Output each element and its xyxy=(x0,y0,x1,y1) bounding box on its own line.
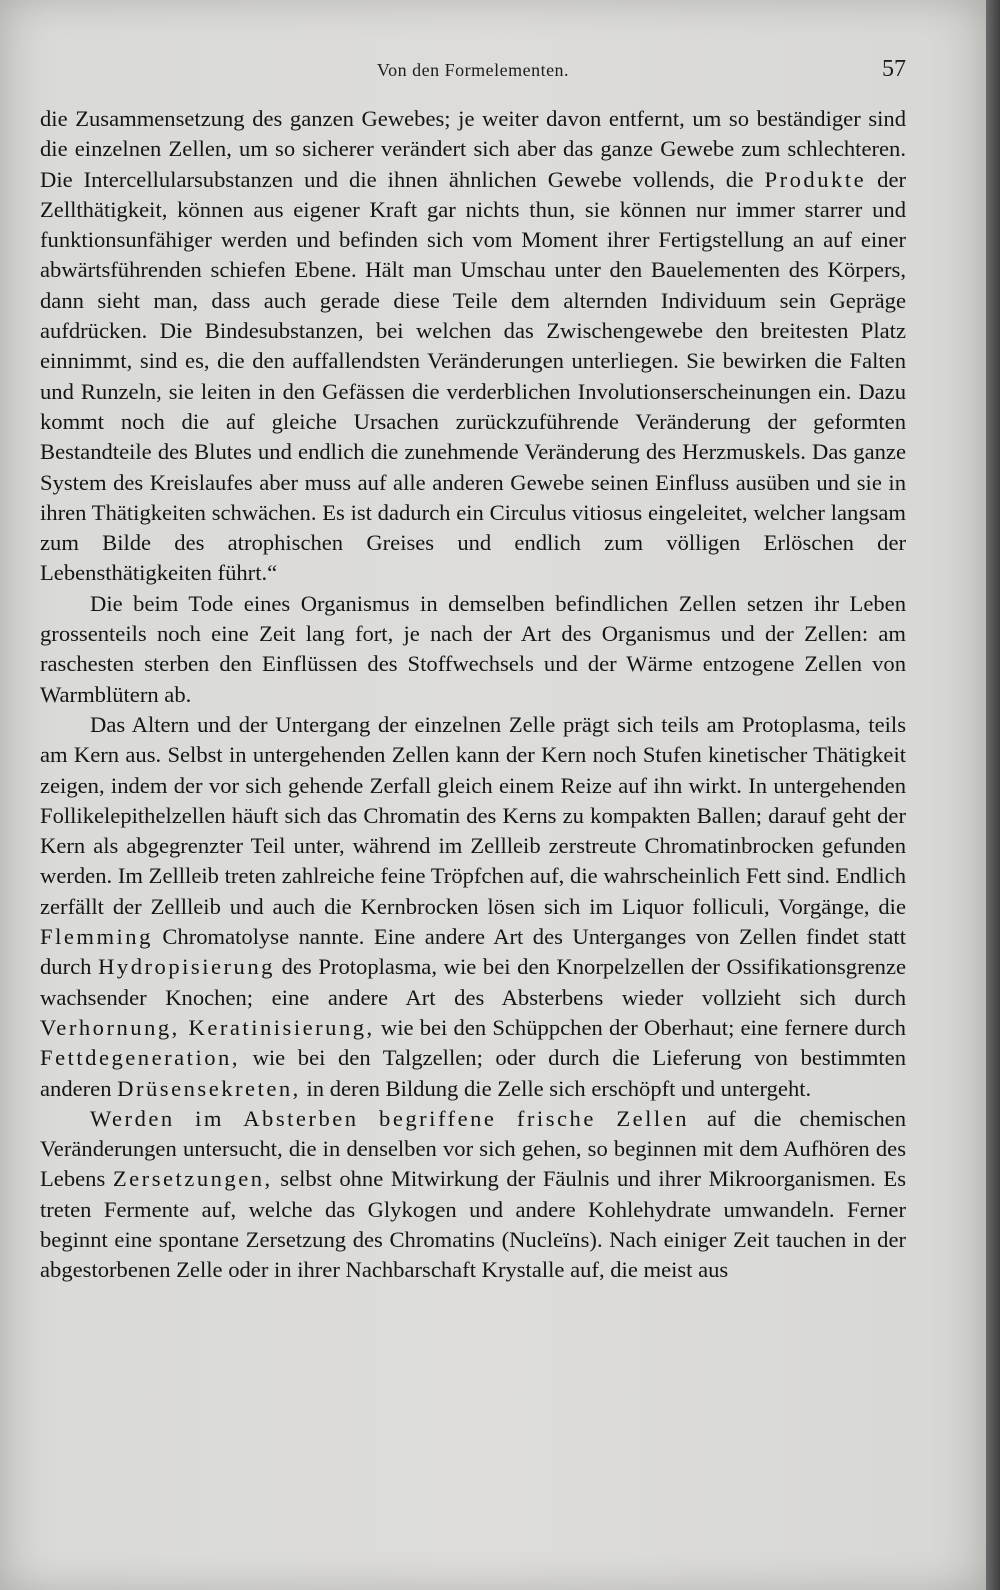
emphasized-term: Produkte xyxy=(764,166,867,192)
paragraph-1 xyxy=(40,104,906,589)
paragraph-3 xyxy=(40,710,906,1104)
emphasized-term: Zersetzungen, xyxy=(112,1166,273,1192)
text-span: Das Altern und der Untergang der einzelnen Zelle prägt sich teils am Protoplasma, teils am Kern aus. Selbst in untergehenden Zellen kann der Kern noch Stufen kinetischer Thätigkeit zeigen, indem der vor sich gehende Zerfall gleich einem Reize auf ihn wirkt. In untergehenden Follikelepithelzellen häuft sich das Chromatin des Kerns zu kompakten Ballen; darauf geht der Kern als abgegrenzter Teil unter, während im Zellleib zerstreute Chromatinbrocken gefunden werden. Im Zellleib treten zahlreiche feine Tröpfchen auf, die wahrscheinlich Fett sind. Endlich zerfällt der Zellleib und auch die Kernbrocken lösen sich im Liquor folliculi, Vorgänge, die xyxy=(40,711,906,919)
text-span: in deren Bildung die Zelle sich erschöpft und untergeht. xyxy=(300,1075,812,1101)
text-span: der Zellthätigkeit, können aus eigener Kraft gar nichts thun, sie können nur immer starrer und funktionsunfähiger werden und befinden sich vom Moment ihrer Fertigstellung an auf einer abwärtsführenden schiefen Ebene. Hält man Umschau unter den Bauelementen des Körpers, dann sieht man, dass auch gerade diese Teile dem alternden Individuum sein Gepräge aufdrücken. Die Bindesubstanzen, bei welchen das Zwischengewebe den breitesten Platz einnimmt, sind es, die den auffallendsten Veränderungen unterliegen. Sie bewirken die Falten und Runzeln, sie leiten in den Gefässen die verderblichen Involutionserscheinungen ein. Dazu kommt noch die auf gleiche Ursachen zurückzuführende Veränderung der geformten Bestandteile des Blutes und endlich die zunehmende Veränderung des Herzmuskels. Das ganze System des Kreislaufes aber muss auf alle anderen Gewebe seinen Einfluss ausüben und sie in ihren Thätigkeiten schwächen. Es ist dadurch ein Circulus vitiosus eingeleitet, welcher langsam zum Bilde des atrophischen Greises und endlich zum völligen Erlöschen der Lebensthätigkeiten führt.“ xyxy=(40,166,906,586)
running-title: Von den Formelementen. xyxy=(376,60,570,80)
body-text xyxy=(40,104,906,1286)
text-span: selbst ohne Mitwirkung der Fäulnis und ihrer Mikroorganismen. Es treten Fermente auf, welche das Glykogen und andere Kohlehydrate umwandeln. Ferner beginnt eine spontane Zersetzung des Chromatins (Nucleïns). Nach einiger Zeit tauchen in der abgestorbenen Zelle oder in ihrer Nachbarschaft Krystalle auf, die meist aus xyxy=(40,1166,906,1283)
paragraph-4 xyxy=(40,1104,906,1286)
text-span: wie bei den Schüppchen der Oberhaut; eine fernere durch xyxy=(374,1014,906,1040)
text-span: Die beim Tode eines Organismus in demselben befindlichen Zellen setzen ihr Leben grossenteils noch eine Zeit lang fort, je nach der Art des Organismus und der Zellen: am raschesten sterben den Einflüssen des Stoffwechsels und der Wärme entzogene Zellen von Warmblütern ab. xyxy=(40,590,906,707)
emphasized-term: Fettdegeneration, xyxy=(40,1045,240,1071)
page-number: 57 xyxy=(882,56,906,82)
text-span: wie bei den Talgzellen; oder durch die Lieferung von bestimmten anderen xyxy=(40,1045,906,1101)
emphasized-term: Flemming xyxy=(40,924,153,950)
text-span: des Protoplasma, wie bei den Knorpelzellen der Ossifikationsgrenze wachsender Knochen; eine andere Art des Absterbens wieder vollzieht sich durch xyxy=(40,954,907,1010)
text-span: Chromatolyse nannte. Eine andere Art des Unterganges von Zellen findet statt durch xyxy=(40,924,906,980)
page-edge-shadow xyxy=(986,0,1000,1590)
text-span: die Zusammensetzung des ganzen Gewebes; je weiter davon entfernt, um so beständiger sind die einzelnen Zellen, um so sicherer verändert sich aber das ganze Gewebe zum schlechteren. Die Intercellularsubstanzen und die ihnen ähnlichen Gewebe vollends, die xyxy=(40,106,906,192)
emphasized-term: Drüsensekreten, xyxy=(117,1075,301,1101)
emphasized-term: Verhornung, Keratinisierung, xyxy=(40,1014,375,1040)
text-span: auf die chemischen Veränderungen untersucht, die in denselben vor sich gehen, so beginnen mit dem Aufhören des Lebens xyxy=(40,1105,906,1192)
paragraph-2 xyxy=(40,589,906,710)
running-head xyxy=(40,56,906,86)
emphasized-term: Werden im Absterben begriffene frische Zellen xyxy=(90,1105,690,1131)
emphasized-term: Hydropisierung xyxy=(98,954,275,980)
